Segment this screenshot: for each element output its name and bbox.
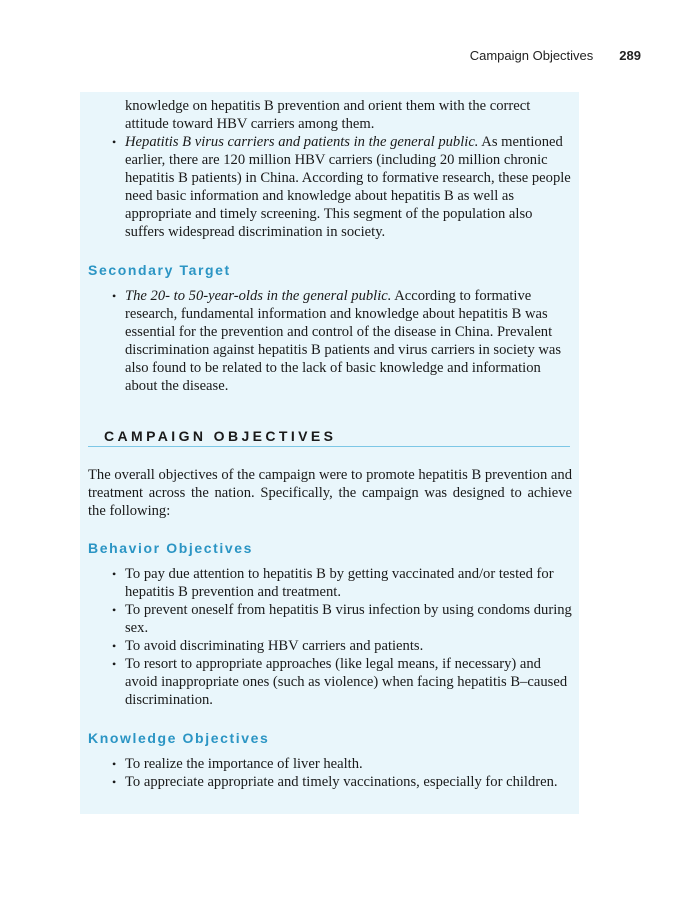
knowledge-objectives-list bbox=[88, 755, 572, 791]
bullet-lead: Hepatitis B virus carriers and patients in the general public. bbox=[125, 134, 479, 150]
behavior-objectives-section bbox=[88, 539, 572, 557]
primary-target-list bbox=[88, 133, 572, 241]
knowledge-objectives-section bbox=[88, 729, 572, 747]
secondary-target-list bbox=[88, 287, 572, 395]
running-title: Campaign Objectives bbox=[469, 48, 594, 63]
list-item bbox=[88, 287, 572, 395]
bullet-body: As mentioned earlier, there are 120 million HBV carriers (including 20 million chronic hepatitis B patients) in China. According to formative research, these people need basic information and knowledge about hepatitis B as well as appropriate and timely screening. This segment of the population also suffers widespread discrimination in society. bbox=[125, 134, 571, 240]
section-rule-campaign-objectives bbox=[88, 428, 570, 447]
list-item: • To avoid discriminating HBV carriers and patients. bbox=[88, 637, 572, 655]
secondary-target-section bbox=[88, 261, 572, 279]
list-item: • To appreciate appropriate and timely vaccinations, especially for children. bbox=[88, 773, 572, 791]
continuation-text: knowledge on hepatitis B prevention and orient them with the correct attitude toward HBV carriers among them. bbox=[125, 98, 531, 132]
section-heading-behavior-objectives: Behavior Objectives bbox=[88, 540, 254, 556]
list-item: • To pay due attention to hepatitis B by getting vaccinated and/or tested for hepatitis B prevention and treatment. bbox=[88, 565, 572, 601]
page-number: 289 bbox=[619, 48, 641, 63]
list-item: • To realize the importance of liver health. bbox=[88, 755, 572, 773]
section-heading-secondary-target: Secondary Target bbox=[88, 262, 231, 278]
list-item bbox=[88, 133, 572, 241]
behavior-objectives-list bbox=[88, 565, 572, 709]
list-item: • To resort to appropriate approaches (like legal means, if necessary) and avoid inappropriate ones (such as violence) when facing hepatitis B–caused discrimination. bbox=[88, 655, 572, 709]
page-section-title: CAMPAIGN OBJECTIVES bbox=[104, 428, 337, 444]
continuation-paragraph bbox=[88, 97, 572, 133]
list-item: • To prevent oneself from hepatitis B virus infection by using condoms during sex. bbox=[88, 601, 572, 637]
bullet-body: According to formative research, fundamental information and knowledge about hepatitis B was essential for the prevention and control of the disease in China. Prevalent discrimination against hepatitis B patients and virus carriers in society was also found to be related to the lack of basic knowledge and information about the disease. bbox=[125, 288, 562, 394]
section-heading-knowledge-objectives: Knowledge Objectives bbox=[88, 730, 270, 746]
running-head bbox=[470, 48, 641, 63]
intro-paragraph: The overall objectives of the campaign were to promote hepatitis B prevention and treatment across the nation. Specifically, the campaign was designed to achieve the following: bbox=[88, 467, 572, 519]
bullet-lead: The 20- to 50-year-olds in the general public. bbox=[125, 288, 392, 304]
